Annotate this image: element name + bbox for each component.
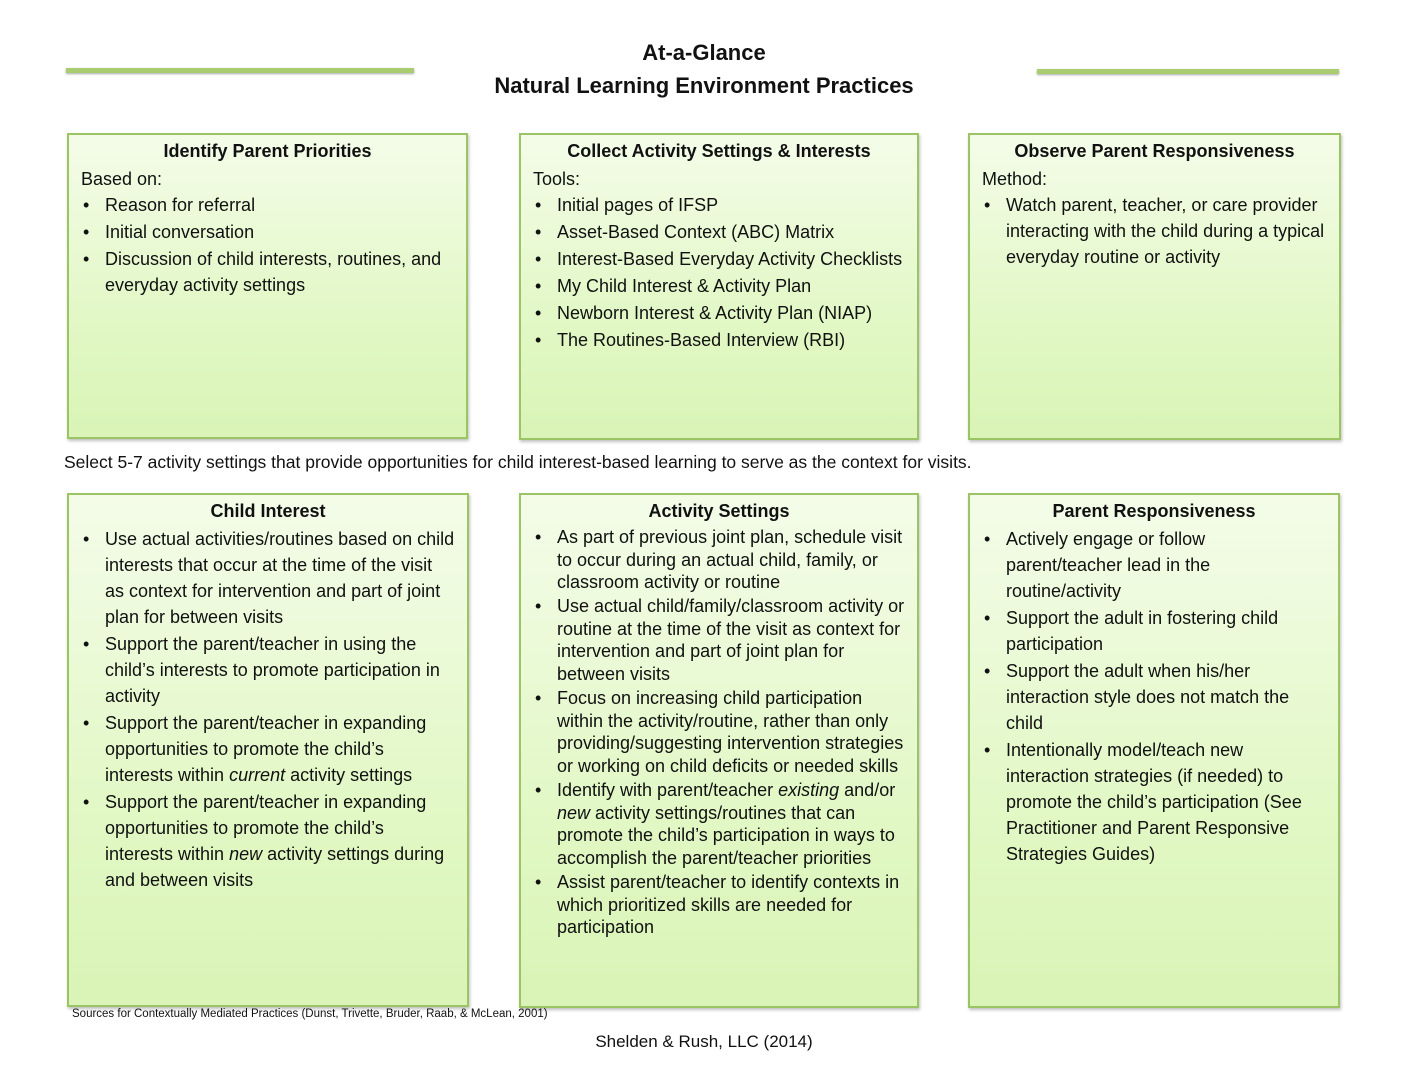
page-title: At-a-Glance — [642, 40, 766, 65]
box-title: Observe Parent Responsiveness — [1014, 141, 1295, 161]
list-item: • Support the adult when his/her interaction style does not match the child — [982, 658, 1326, 736]
box-title: Activity Settings — [648, 501, 790, 521]
credit-line: Shelden & Rush, LLC (2014) — [595, 1032, 813, 1051]
box-title: Collect Activity Settings & Interests — [567, 141, 871, 161]
list-item: • Initial pages of IFSP — [533, 192, 905, 218]
list-item: • Interest-Based Everyday Activity Checklists — [533, 246, 905, 272]
list-item: • Asset-Based Context (ABC) Matrix — [533, 219, 905, 245]
list-item: • Actively engage or follow parent/teacher lead in the routine/activity — [982, 526, 1326, 604]
bullet-list — [982, 192, 1327, 270]
box-observe-parent-responsiveness — [968, 133, 1341, 440]
list-item: • Intentionally model/teach new interaction strategies (if needed) to promote the child’s participation (See Practitioner and Parent Responsive Strategies Guides) — [982, 737, 1326, 867]
bullet-list — [533, 192, 905, 353]
list-item: • Watch parent, teacher, or care provider interacting with the child during a typical everyday routine or activity — [982, 192, 1327, 270]
bullet-list — [81, 526, 455, 893]
box-lead: Method: — [982, 169, 1048, 189]
list-item: • Use actual child/family/classroom activity or routine at the time of the visit as context for intervention and part of joint plan for between visits — [533, 595, 905, 685]
list-item: • Support the adult in fostering child participation — [982, 605, 1326, 657]
instruction-text: Select 5-7 activity settings that provide opportunities for child interest-based learning to serve as the context for visits. — [64, 452, 972, 472]
box-identify-parent-priorities — [67, 133, 468, 439]
list-item: • Focus on increasing child participation within the activity/routine, rather than only providing/suggesting intervention strategies or working on child deficits or needed skills — [533, 687, 905, 777]
box-lead: Tools: — [533, 169, 581, 189]
box-title: Child Interest — [210, 501, 326, 521]
box-collect-activity-settings — [519, 133, 919, 440]
bullet-list — [533, 526, 905, 939]
list-item: • Use actual activities/routines based on child interests that occur at the time of the visit as context for intervention and part of joint plan for between visits — [81, 526, 455, 630]
bullet-list — [982, 526, 1326, 867]
box-activity-settings — [519, 493, 919, 1008]
sources-note: Sources for Contextually Mediated Practices (Dunst, Trivette, Bruder, Raab, & McLean, 2001) — [72, 1008, 548, 1020]
list-item: • Reason for referral — [81, 192, 454, 218]
list-item: • The Routines-Based Interview (RBI) — [533, 327, 905, 353]
box-lead: Based on: — [81, 169, 163, 189]
list-item: • As part of previous joint plan, schedule visit to occur during an actual child, family, or classroom activity or routine — [533, 526, 905, 594]
list-item: • Assist parent/teacher to identify contexts in which prioritized skills are needed for participation — [533, 871, 905, 939]
box-parent-responsiveness — [968, 493, 1340, 1008]
box-title: Parent Responsiveness — [1052, 501, 1256, 521]
list-item: • My Child Interest & Activity Plan — [533, 273, 905, 299]
list-item: • Initial conversation — [81, 219, 454, 245]
box-title: Identify Parent Priorities — [163, 141, 372, 161]
list-item: • Identify with parent/teacher existing and/or new activity settings/routines that can promote the child’s participation in ways to accomplish the parent/teacher priorities — [533, 779, 905, 869]
box-child-interest — [67, 493, 469, 1007]
page-subtitle: Natural Learning Environment Practices — [494, 73, 914, 98]
bullet-list — [81, 192, 454, 298]
list-item: • Discussion of child interests, routines, and everyday activity settings — [81, 246, 454, 298]
list-item: • Support the parent/teacher in using the child’s interests to promote participation in activity — [81, 631, 455, 709]
list-item: • Support the parent/teacher in expanding opportunities to promote the child’s interests within current activity settings — [81, 710, 455, 788]
list-item: • Newborn Interest & Activity Plan (NIAP) — [533, 300, 905, 326]
list-item: • Support the parent/teacher in expanding opportunities to promote the child’s interests within new activity settings during and between visits — [81, 789, 455, 893]
